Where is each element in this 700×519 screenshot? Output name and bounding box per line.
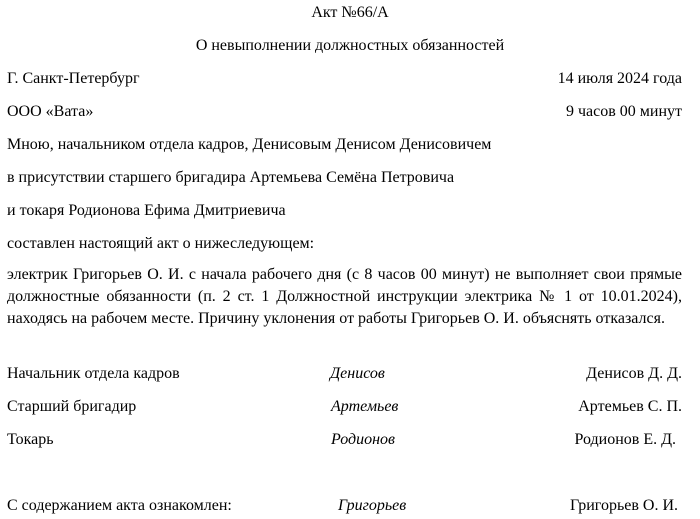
- body-line-1: Мною, начальником отдела кадров, Денисовым Денисом Денисовичем: [7, 136, 492, 153]
- acknowledgement-label: С содержанием акта ознакомлен:: [7, 497, 232, 514]
- signature-role: Старший бригадир: [7, 398, 137, 415]
- body-line-2: в присутствии старшего бригадира Артемьева Семёна Петровича: [7, 169, 455, 186]
- body-line-3: и токаря Родионова Ефима Дмитриевича: [7, 202, 286, 219]
- date: 14 июля 2024 года: [557, 70, 682, 87]
- city: Г. Санкт-Петербург: [7, 70, 140, 87]
- acknowledgement-signature: Григорьев: [338, 497, 407, 514]
- act-subtitle: О невыполнении должностных обязанностей: [195, 37, 505, 54]
- signature-name: Денисов Д. Д.: [586, 365, 682, 382]
- body-line-4: составлен настоящий акт о нижеследующем:: [7, 235, 315, 252]
- signature-role: Токарь: [7, 431, 54, 448]
- act-title: Акт №66/А: [311, 4, 389, 21]
- body-paragraph: электрик Григорьев О. И. с начала рабочего дня (с 8 часов 00 минут) не выполняет свои прямые должностные обязанности (п. 2 ст. 1 Должностной инструкции электрика № 1 от 10.01.2024), находясь на рабочем месте. Причину уклонения от работы Григорьев О. И. объяснять отказался.: [7, 266, 682, 327]
- signature-handwritten: Денисов: [330, 365, 385, 382]
- signature-name: Родионов Е. Д.: [574, 431, 676, 448]
- signature-role: Начальник отдела кадров: [7, 365, 180, 382]
- organization: ООО «Вата»: [7, 103, 94, 120]
- signature-handwritten: Родионов: [331, 431, 395, 448]
- acknowledgement-name: Григорьев О. И.: [569, 497, 678, 514]
- signature-handwritten: Артемьев: [331, 398, 399, 415]
- signature-name: Артемьев С. П.: [578, 398, 682, 415]
- time: 9 часов 00 минут: [565, 103, 682, 120]
